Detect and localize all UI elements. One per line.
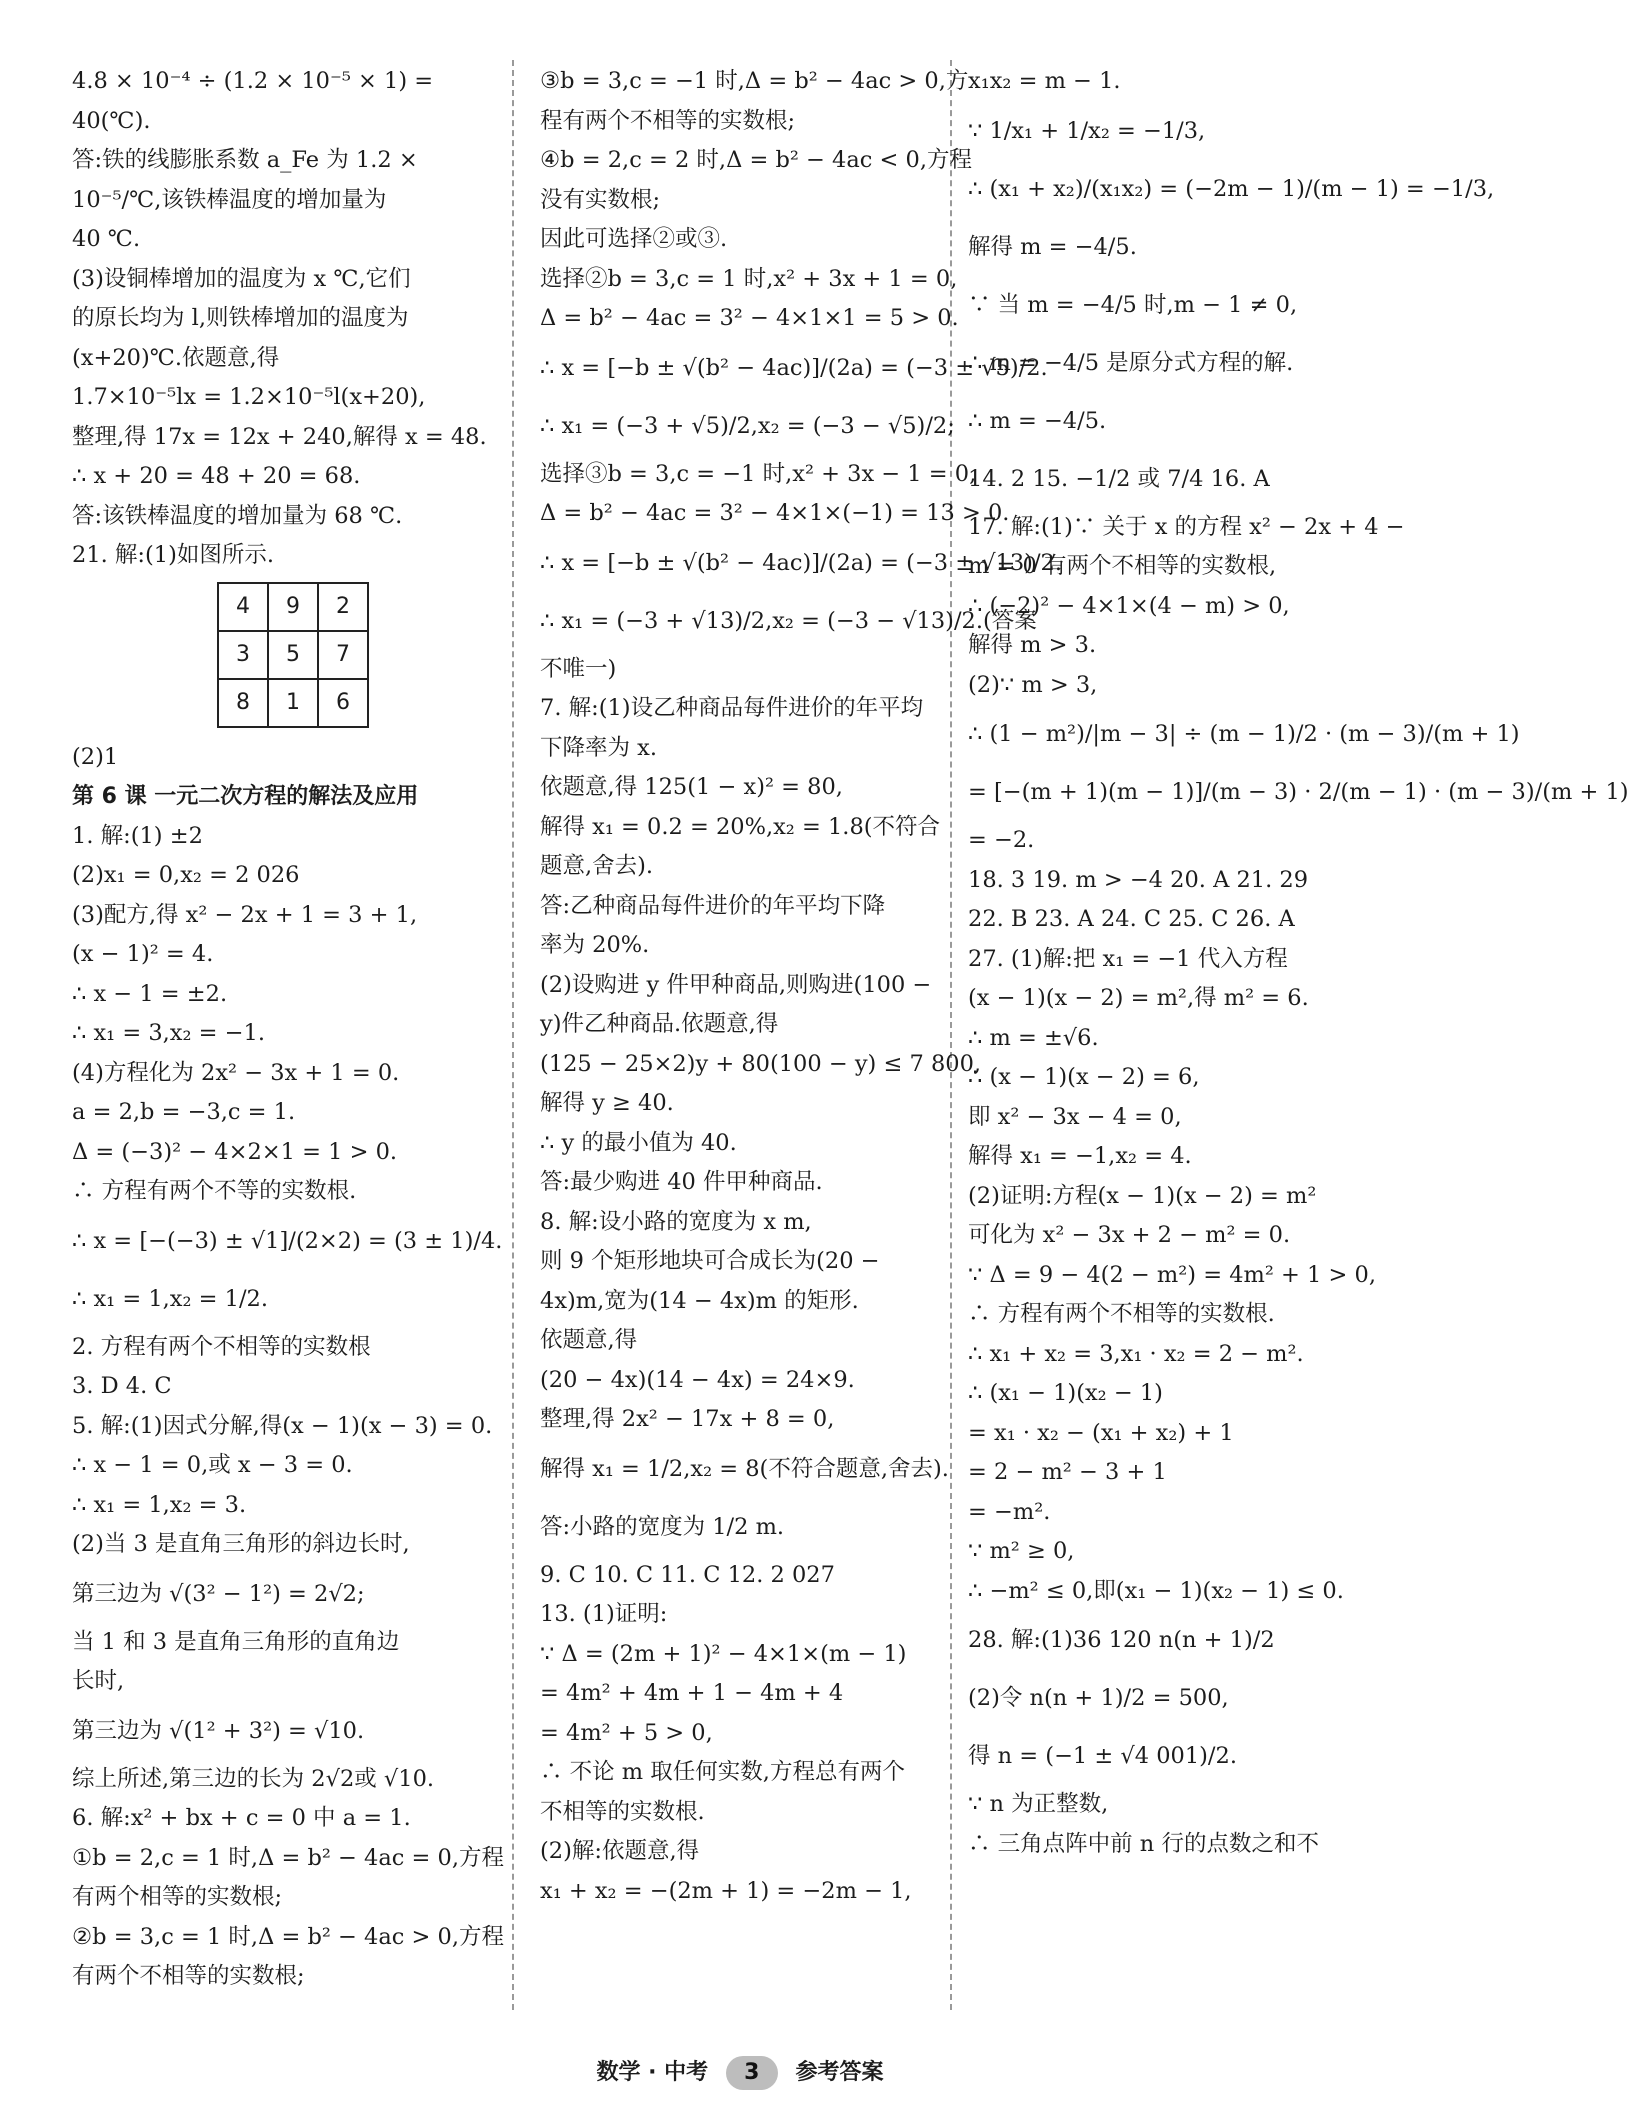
answer-line: ∴ x − 1 = 0,或 x − 3 = 0. [72, 1452, 353, 1478]
answer-line: = 4m² + 5 > 0, [540, 1719, 713, 1746]
answer-line: = [−(m + 1)(m − 1)]/(m − 3) · 2/(m − 1) · (m − 3)/(m + 1) [968, 779, 1629, 805]
footer-title: 参考答案 [795, 2060, 884, 2085]
answer-line: (x − 1)(x − 2) = m²,得 m² = 6. [968, 985, 1309, 1011]
answer-line: ②b = 3,c = 1 时,Δ = b² − 4ac > 0,方程 [72, 1923, 505, 1950]
answer-line: 13. (1)证明: [540, 1601, 668, 1627]
answer-line: ∴ 不论 m 取任何实数,方程总有两个 [540, 1759, 905, 1785]
answer-line: 有两个相等的实数根; [72, 1884, 283, 1910]
answer-line: ④b = 2,c = 2 时,Δ = b² − 4ac < 0,方程 [540, 147, 973, 173]
answer-line: 即 x² − 3x − 4 = 0, [968, 1103, 1182, 1130]
answer-line: ∴ m = ±√6. [968, 1024, 1099, 1051]
answer-line: 当 1 和 3 是直角三角形的直角边 [72, 1628, 400, 1655]
answer-line: 14. 2 15. −1/2 或 7/4 16. A [968, 465, 1270, 492]
answer-line: 依题意,得 [540, 1327, 638, 1353]
answer-line: 长时, [72, 1668, 125, 1694]
magic-square-cell: 9 [268, 583, 318, 631]
answer-line: 5. 解:(1)因式分解,得(x − 1)(x − 3) = 0. [72, 1412, 493, 1439]
column-separator [512, 60, 514, 2010]
answer-line: (x − 1)² = 4. [72, 941, 214, 967]
answer-line: (2)解:依题意,得 [540, 1838, 700, 1864]
answer-column-3 [968, 62, 1629, 1864]
answer-line: ∴ (x₁ − 1)(x₂ − 1) [968, 1380, 1163, 1406]
answer-line: 22. B 23. A 24. C 25. C 26. A [968, 906, 1295, 932]
answer-line: (125 − 25×2)y + 80(100 − y) ≤ 7 800, [540, 1050, 982, 1077]
answer-line: 下降率为 x. [540, 734, 657, 761]
magic-square-cell: 7 [318, 631, 368, 679]
answer-line: (2)证明:方程(x − 1)(x − 2) = m² [968, 1182, 1317, 1209]
answer-line: 4.8 × 10⁻⁴ ÷ (1.2 × 10⁻⁵ × 1) = [72, 68, 434, 94]
answer-line: 10⁻⁵/℃,该铁棒温度的增加量为 [72, 186, 387, 213]
answer-line: (2)1 [72, 743, 119, 770]
answer-line: (3)配方,得 x² − 2x + 1 = 3 + 1, [72, 901, 418, 928]
page-footer [0, 2055, 1480, 2090]
answer-line: ①b = 2,c = 1 时,Δ = b² − 4ac = 0,方程 [72, 1844, 505, 1871]
answer-line: ∴ (−2)² − 4×1×(4 − m) > 0, [968, 592, 1290, 619]
answer-line: (2)∵ m > 3, [968, 671, 1098, 698]
answer-line: ∴ 方程有两个不相等的实数根. [968, 1301, 1275, 1327]
answer-line: = −m². [968, 1498, 1051, 1525]
answer-line: 7. 解:(1)设乙种商品每件进价的年平均 [540, 695, 924, 721]
answer-line: 答:乙种商品每件进价的年平均下降 [540, 892, 886, 919]
answer-line: (2)令 n(n + 1)/2 = 500, [968, 1685, 1229, 1711]
answer-line: 21. 解:(1)如图所示. [72, 542, 275, 568]
answer-line: ∴ m = −4/5. [968, 407, 1107, 434]
answer-line: 9. C 10. C 11. C 12. 2 027 [540, 1561, 835, 1588]
answer-line: 因此可选择②或③. [540, 226, 728, 252]
answer-line: = 4m² + 4m + 1 − 4m + 4 [540, 1680, 844, 1706]
answer-line: ∴ m = −4/5 是原分式方程的解. [968, 349, 1294, 376]
answer-line: 解得 y ≥ 40. [540, 1090, 674, 1116]
answer-line: 选择②b = 3,c = 1 时,x² + 3x + 1 = 0, [540, 265, 958, 292]
answer-line: = −2. [968, 827, 1035, 853]
page-number: 3 [726, 2056, 778, 2090]
answer-line: 1.7×10⁻⁵lx = 1.2×10⁻⁵l(x+20), [72, 384, 426, 410]
answer-line: 整理,得 17x = 12x + 240,解得 x = 48. [72, 423, 487, 450]
answer-line: 2. 方程有两个不相等的实数根 [72, 1333, 371, 1360]
answer-line: ∴ x = [−(−3) ± √1]/(2×2) = (3 ± 1)/4. [72, 1227, 503, 1254]
answer-line: ∴ 方程有两个不等的实数根. [72, 1178, 357, 1204]
answer-line: (2)设购进 y 件甲种商品,则购进(100 − [540, 971, 932, 998]
answer-line: ∴ x₁ = (−3 + √13)/2,x₂ = (−3 − √13)/2.(答案 [540, 607, 1037, 634]
answer-line: ∴ x = [−b ± √(b² − 4ac)]/(2a) = (−3 ± √5)/2. [540, 354, 1048, 381]
answer-line: (2)x₁ = 0,x₂ = 2 026 [72, 862, 300, 888]
answer-line: 有两个不相等的实数根; [72, 1963, 305, 1989]
answer-line: ∴ x − 1 = ±2. [72, 980, 228, 1007]
answer-line: 答:小路的宽度为 1/2 m. [540, 1513, 785, 1540]
answer-line: 6. 解:x² + bx + c = 0 中 a = 1. [72, 1805, 411, 1831]
answer-line: 40(℃). [72, 107, 151, 134]
answer-line: (4)方程化为 2x² − 3x + 1 = 0. [72, 1059, 400, 1086]
answer-line: 解得 m > 3. [968, 632, 1097, 658]
answer-line: 不唯一) [540, 655, 617, 682]
answer-line: 18. 3 19. m > −4 20. A 21. 29 [968, 866, 1309, 893]
answer-column-1 [72, 62, 505, 1997]
answer-line: Δ = b² − 4ac = 3² − 4×1×1 = 5 > 0. [540, 305, 959, 331]
answer-line: 的原长均为 l,则铁棒增加的温度为 [72, 305, 409, 331]
lesson-heading: 第 6 课 一元二次方程的解法及应用 [72, 784, 419, 809]
answer-line: 答:铁的线膨胀系数 a_Fe 为 1.2 × [72, 147, 418, 173]
answer-line: ∵ Δ = 9 − 4(2 − m²) = 4m² + 1 > 0, [968, 1261, 1376, 1288]
magic-square-cell: 5 [268, 631, 318, 679]
answer-line: 28. 解:(1)36 120 n(n + 1)/2 [968, 1627, 1275, 1653]
answer-line: (2)当 3 是直角三角形的斜边长时, [72, 1531, 410, 1557]
magic-square-cell: 6 [318, 679, 368, 727]
answer-line: 综上所述,第三边的长为 2√2或 √10. [72, 1765, 435, 1792]
answer-line: ∴ x + 20 = 48 + 20 = 68. [72, 463, 361, 489]
magic-square-cell: 8 [218, 679, 268, 727]
magic-square-grid [217, 582, 369, 728]
answer-line: 可化为 x² − 3x + 2 − m² = 0. [968, 1222, 1291, 1248]
answer-line: ∴ x₁ = 1,x₂ = 3. [72, 1491, 247, 1518]
answer-line: ∴ x = [−b ± √(b² − 4ac)]/(2a) = (−3 ± √13)/2. [540, 549, 1063, 576]
answer-line: = x₁ · x₂ − (x₁ + x₂) + 1 [968, 1419, 1234, 1446]
answer-line: ∴ x₁ = (−3 + √5)/2,x₂ = (−3 − √5)/2; [540, 412, 955, 439]
answer-line: 27. (1)解:把 x₁ = −1 代入方程 [968, 945, 1288, 972]
answer-line: 17. 解:(1)∵ 关于 x 的方程 x² − 2x + 4 − [968, 513, 1405, 540]
answer-line: ∴ y 的最小值为 40. [540, 1129, 737, 1156]
answer-line: ∴ (1 − m²)/|m − 3| ÷ (m − 1)/2 · (m − 3)/(m + 1) [968, 721, 1520, 747]
answer-line: 答:该铁棒温度的增加量为 68 ℃. [72, 502, 403, 529]
answer-line: 解得 x₁ = 1/2,x₂ = 8(不符合题意,舍去). [540, 1455, 949, 1482]
answer-line: ∴ (x₁ + x₂)/(x₁x₂) = (−2m − 1)/(m − 1) = −1/3, [968, 175, 1495, 202]
answer-line: ∵ Δ = (2m + 1)² − 4×1×(m − 1) [540, 1640, 907, 1667]
answer-line: ∴ x₁ = 1,x₂ = 1/2. [72, 1285, 269, 1312]
answer-line: 解得 x₁ = 0.2 = 20%,x₂ = 1.8(不符合 [540, 813, 941, 840]
answer-line: 选择③b = 3,c = −1 时,x² + 3x − 1 = 0, [540, 460, 977, 487]
answer-line: 解得 m = −4/5. [968, 233, 1137, 260]
answer-line: 4x)m,宽为(14 − 4x)m 的矩形. [540, 1287, 859, 1314]
answer-line: 整理,得 2x² − 17x + 8 = 0, [540, 1406, 835, 1432]
answer-line: m = 0 有两个不相等的实数根, [968, 553, 1277, 579]
answer-line: ∵ n 为正整数, [968, 1791, 1109, 1817]
answer-line: 解得 x₁ = −1,x₂ = 4. [968, 1143, 1192, 1169]
answer-line: 40 ℃. [72, 226, 141, 252]
answer-line: 程有两个不相等的实数根; [540, 107, 796, 134]
answer-line: 第三边为 √(3² − 1²) = 2√2; [72, 1580, 365, 1607]
magic-square-cell: 2 [318, 583, 368, 631]
answer-line: Δ = b² − 4ac = 3² − 4×1×(−1) = 13 > 0. [540, 500, 1010, 526]
answer-line: ∵ m² ≥ 0, [968, 1538, 1075, 1564]
answer-line: ∴ x₁ + x₂ = 3,x₁ · x₂ = 2 − m². [968, 1340, 1304, 1367]
answer-line: = 2 − m² − 3 + 1 [968, 1459, 1167, 1485]
answer-line: 题意,舍去). [540, 853, 654, 879]
answer-line: (3)设铜棒增加的温度为 x ℃,它们 [72, 265, 411, 292]
footer-subject: 数学 · 中考 [596, 2060, 709, 2085]
answer-line: 第三边为 √(1² + 3²) = √10. [72, 1717, 365, 1744]
answer-line: 率为 20%. [540, 932, 650, 958]
answer-line: ∴ 三角点阵中前 n 行的点数之和不 [968, 1830, 1319, 1857]
answer-line: ∴ (x − 1)(x − 2) = 6, [968, 1064, 1200, 1090]
answer-line: ∵ 当 m = −4/5 时,m − 1 ≠ 0, [968, 291, 1298, 318]
answer-line: (20 − 4x)(14 − 4x) = 24×9. [540, 1366, 855, 1393]
answer-line: 8. 解:设小路的宽度为 x m, [540, 1208, 812, 1235]
answer-line: x₁x₂ = m − 1. [968, 68, 1121, 94]
answer-line: ∴ −m² ≤ 0,即(x₁ − 1)(x₂ − 1) ≤ 0. [968, 1577, 1344, 1604]
answer-line: (x+20)℃.依题意,得 [72, 344, 280, 371]
answer-line: 1. 解:(1) ±2 [72, 822, 203, 849]
answer-line: ∴ x₁ = 3,x₂ = −1. [72, 1020, 265, 1046]
answer-line: 得 n = (−1 ± √4 001)/2. [968, 1743, 1237, 1769]
answer-line: 则 9 个矩形地块可合成长为(20 − [540, 1248, 880, 1274]
answer-line: 3. D 4. C [72, 1373, 172, 1399]
answer-line: ③b = 3,c = −1 时,Δ = b² − 4ac > 0,方 [540, 68, 969, 94]
answer-line: y)件乙种商品.依题意,得 [540, 1011, 779, 1037]
magic-square-cell: 3 [218, 631, 268, 679]
answer-line: 不相等的实数根. [540, 1798, 705, 1825]
answer-line: Δ = (−3)² − 4×2×1 = 1 > 0. [72, 1138, 398, 1165]
answer-line: 依题意,得 125(1 − x)² = 80, [540, 774, 843, 800]
answer-line: ∵ 1/x₁ + 1/x₂ = −1/3, [968, 117, 1206, 144]
answer-line: 答:最少购进 40 件甲种商品. [540, 1169, 823, 1195]
column-separator [950, 60, 952, 2010]
magic-square-cell: 1 [268, 679, 318, 727]
answer-line: a = 2,b = −3,c = 1. [72, 1099, 296, 1125]
answer-line: 没有实数根; [540, 186, 661, 213]
magic-square-cell: 4 [218, 583, 268, 631]
answer-line: x₁ + x₂ = −(2m + 1) = −2m − 1, [540, 1877, 912, 1904]
